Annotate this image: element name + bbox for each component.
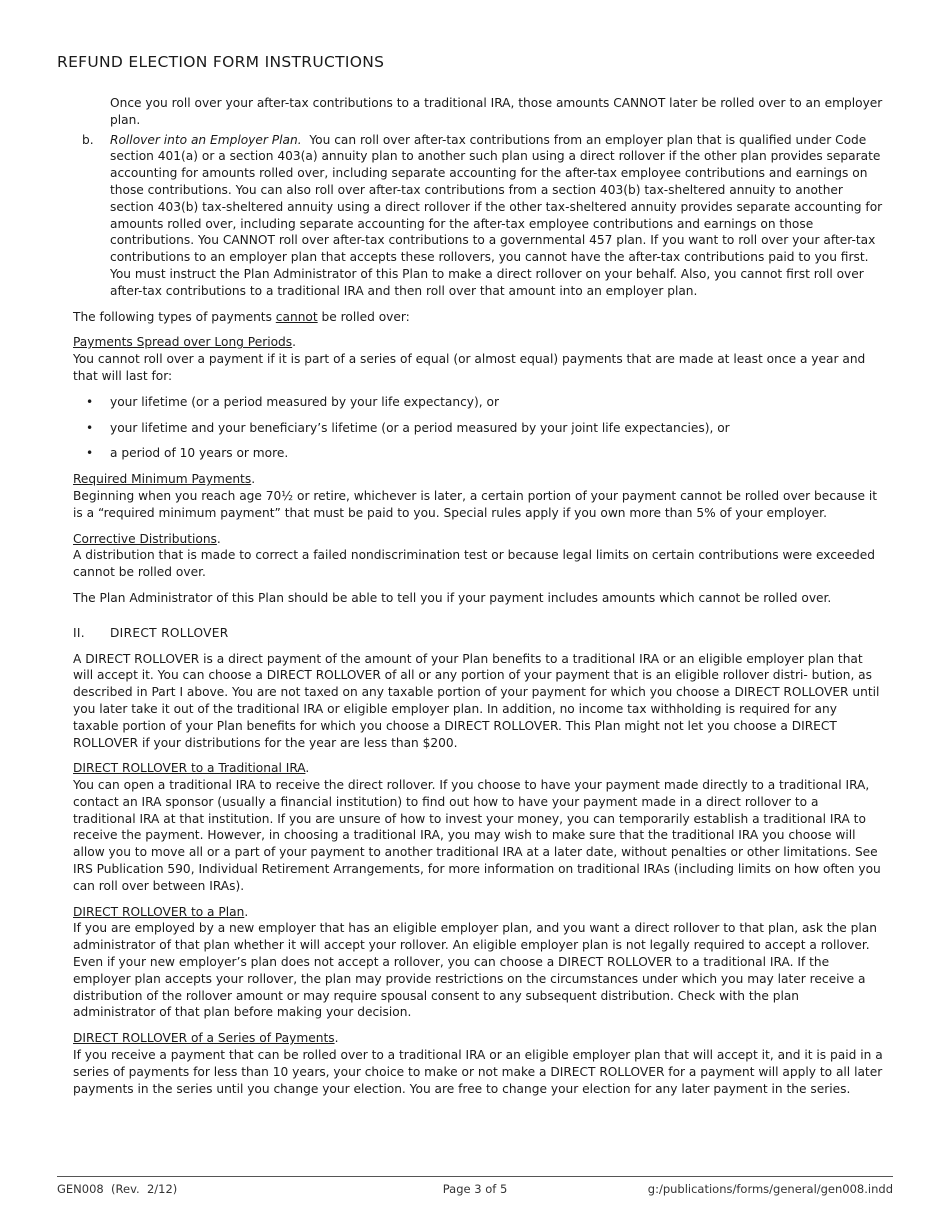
footer-divider: [57, 1176, 893, 1177]
plan-section: DIRECT ROLLOVER to a Plan. If you are employed by a new employer that has an eligible employer plan, and you want a direct rollover to that plan, ask the plan administrator of that plan whether it will accept your rollover. An eligible employer plan is not legally required to accept a rollover. Even if your new employer’s plan does not accept a rollover, you can choose a DIRECT ROLLOVER to a traditional IRA. If the employer plan accepts your rollover, the plan may provide restrictions on the circumstances under which you may later receive a distribution of the rollover amount or may require spousal consent to any subsequent distribution. Check with the plan administrator of that plan before making your decision.: [73, 904, 877, 1020]
long-periods-section: Payments Spread over Long Periods. You cannot roll over a payment if it is part of a series of equal (or almost equal) payments that are made at least once a year and that will last for:: [73, 335, 866, 383]
long-periods-text: You cannot roll over a payment if it is part of a series of equal (or almost equal) payments that are made at least once a year and that will last for:: [73, 352, 866, 383]
ira-section: DIRECT ROLLOVER to a Traditional IRA. You can open a traditional IRA to receive the direct rollover. If you choose to have your payment made directly to a traditional IRA, contact an IRA sponsor (usually a financial institution) to find out how to have your payment made in a direct rollover to a traditional IRA at that institution. If you are unsure of how to invest your money, you can temporarily establish a traditional IRA to receive the payment. However, in choosing a traditional IRA, you may wish to make sure that the traditional IRA you choose will allow you to move all or a part of your payment to another traditional IRA at a later date, without penalties or other limitations. See IRS Publication 590, Individual Retirement Arrangements, for more information on traditional IRAs (including limits on how often you can roll over between IRAs).: [73, 761, 881, 893]
corrective-text: A distribution that is made to correct a failed nondiscrimination test or because legal limits on certain contributions were exceeded cannot be rolled over.: [73, 548, 875, 580]
rmd-text: Beginning when you reach age 70½ or retire, whichever is later, a certain portion of your payment cannot be rolled over because it is a “required minimum payment” that must be paid to you. Special rules apply if you own more than 5% of your employer.: [73, 488, 878, 520]
cannot-paragraph: [73, 309, 883, 326]
list-item: [73, 394, 883, 411]
plan-heading: DIRECT ROLLOVER to a Plan: [73, 904, 245, 919]
list-item-text: You can roll over after-tax contributions from an employer plan that is qualified under Code section 401(a) or a section 403(a) annuity plan to another such plan using a direct rollover if the other plan provides separate accounting for amounts rolled over, including separate accounting for the after-tax employee contributions and earnings on those contributions. You can also roll over after-tax contributions from a section 403(b) tax-sheltered annuity to another section 403(b) tax-sheltered annuity using a direct rollover if the other tax-sheltered annuity provides separate accounting for amounts rolled over, including separate accounting for the after-tax employee contributions and earnings on those contributions. You CANNOT roll over after-tax contributions to a governmental 457 plan. If you want to roll over your after-tax contributions to an employer plan that accepts these rollovers, you cannot have the after-tax contributions paid to you first. You must instruct the Plan Administrator of this Plan to make a direct rollover on your behalf. Also, you cannot first roll over after-tax contributions to a traditional IRA and then roll over that amount into an employer plan.: [110, 132, 883, 298]
admin-paragraph: The Plan Administrator of this Plan should be able to tell you if your payment includes amounts which cannot be rolled over.: [73, 590, 832, 605]
intro-paragraph: Once you roll over your after-tax contributions to a traditional IRA, those amounts CANNOT later be rolled over to an employer plan.: [110, 96, 883, 127]
document-body: [73, 95, 883, 1097]
section-number: II.: [73, 625, 85, 640]
ira-heading: DIRECT ROLLOVER to a Traditional IRA: [73, 761, 306, 776]
bullet-icon: •: [86, 446, 94, 461]
rmd-section: Required Minimum Payments. Beginning when you reach age 70½ or retire, whichever is later, a certain portion of your payment cannot be rolled over because it is a “required minimum payment” that must be paid to you. Special rules apply if you own more than 5% of your employer.: [73, 472, 878, 520]
list-item-heading: Rollover into an Employer Plan.: [110, 132, 302, 147]
ira-text: You can open a traditional IRA to receive the direct rollover. If you choose to have your payment made directly to a traditional IRA, contact an IRA sponsor (usually a financial institution) to find out how to have your payment made in a direct rollover to a traditional IRA at that institution. If you are unsure of how to invest your money, you can temporarily establish a traditional IRA to receive the payment. However, in choosing a traditional IRA, you may wish to make sure that the traditional IRA you choose will allow you to move all or a part of your payment to another traditional IRA at a later date, without penalties or other limitations. See IRS Publication 590, Individual Retirement Arrangements, for more information on traditional IRAs (including limits on how often you can roll over between IRAs).: [73, 778, 881, 893]
long-periods-heading: Payments Spread over Long Periods: [73, 335, 293, 350]
list-item: [73, 420, 883, 437]
bullet-icon: •: [86, 420, 94, 435]
bullet-text: your lifetime (or a period measured by your life expectancy), or: [110, 394, 499, 409]
section-heading: [73, 625, 883, 642]
bullet-text: a period of 10 years or more.: [110, 446, 289, 461]
series-section: DIRECT ROLLOVER of a Series of Payments. If you receive a payment that can be rolled over to a traditional IRA or an eligible employer plan that will accept it, and it is paid in a series of payments for less than 10 years, your choice to make or not make a DIRECT ROLLOVER for a payment will apply to all later payments in the series until you change your election. You are free to change your election for any later payment in the series.: [73, 1031, 883, 1096]
direct-rollover-intro: A DIRECT ROLLOVER is a direct payment of the amount of your Plan benefits to a traditional IRA or an eligible employer plan that will accept it. You can choose a DIRECT ROLLOVER of all or any portion of your payment that is an eligible rollover distri- bution, as described in Part I above. You are not taxed on any taxable portion of your payment for which you choose a DIRECT ROLLOVER until you later take it out of the traditional IRA or eligible employer plan. In addition, no income tax withholding is required for any taxable portion of your Plan benefits for which you choose a DIRECT ROLLOVER. This Plan might not let you choose a DIRECT ROLLOVER if your distributions for the year are less than $200.: [73, 651, 880, 750]
bullet-list: [73, 394, 883, 462]
section-title: DIRECT ROLLOVER: [110, 625, 229, 640]
rmd-heading: Required Minimum Payments: [73, 472, 252, 487]
series-text: If you receive a payment that can be rolled over to a traditional IRA or an eligible employer plan that will accept it, and it is paid in a series of payments for less than 10 years, your choice to make or not make a DIRECT ROLLOVER for a payment will apply to all later payments in the series until you change your election. You are free to change your election for any later payment in the series.: [73, 1048, 883, 1096]
footer-form-id: GEN008 (Rev. 2/12): [57, 1182, 178, 1196]
footer-page-number: Page 3 of 5: [442, 1182, 508, 1196]
series-heading: DIRECT ROLLOVER of a Series of Payments: [73, 1031, 335, 1046]
corrective-heading: Corrective Distributions: [73, 531, 217, 546]
footer-file-path: g:/publications/forms/general/gen008.indd: [647, 1182, 893, 1196]
bullet-icon: •: [86, 394, 94, 409]
plan-text: If you are employed by a new employer that has an eligible employer plan, and you want a direct rollover to that plan, ask the plan administrator of that plan whether it will accept your rollover. An eligible employer plan is not legally required to accept a rollover. Even if your new employer’s plan does not accept a rollover, you can choose a DIRECT ROLLOVER to a traditional IRA. If the employer plan accepts your rollover, the plan may provide restrictions on the circumstances under which you may later receive a distribution of the rollover amount or may require spousal consent to any subsequent distribution. Check with the plan administrator of that plan before making your decision.: [73, 921, 877, 1020]
list-item-b: [82, 132, 883, 300]
page-title: REFUND ELECTION FORM INSTRUCTIONS: [57, 53, 385, 71]
bullet-text: your lifetime and your beneficiary’s lifetime (or a period measured by your joint life expectancies), or: [110, 420, 730, 435]
text-segment: be rolled over:: [317, 309, 410, 324]
underlined-word: cannot: [275, 309, 318, 324]
list-item: [73, 445, 883, 462]
list-marker: b.: [82, 132, 94, 147]
text-segment: The following types of payments: [73, 309, 276, 324]
corrective-section: Corrective Distributions. A distribution that is made to correct a failed nondiscrimination test or because legal limits on certain contributions were exceeded cannot be rolled over.: [73, 531, 875, 580]
